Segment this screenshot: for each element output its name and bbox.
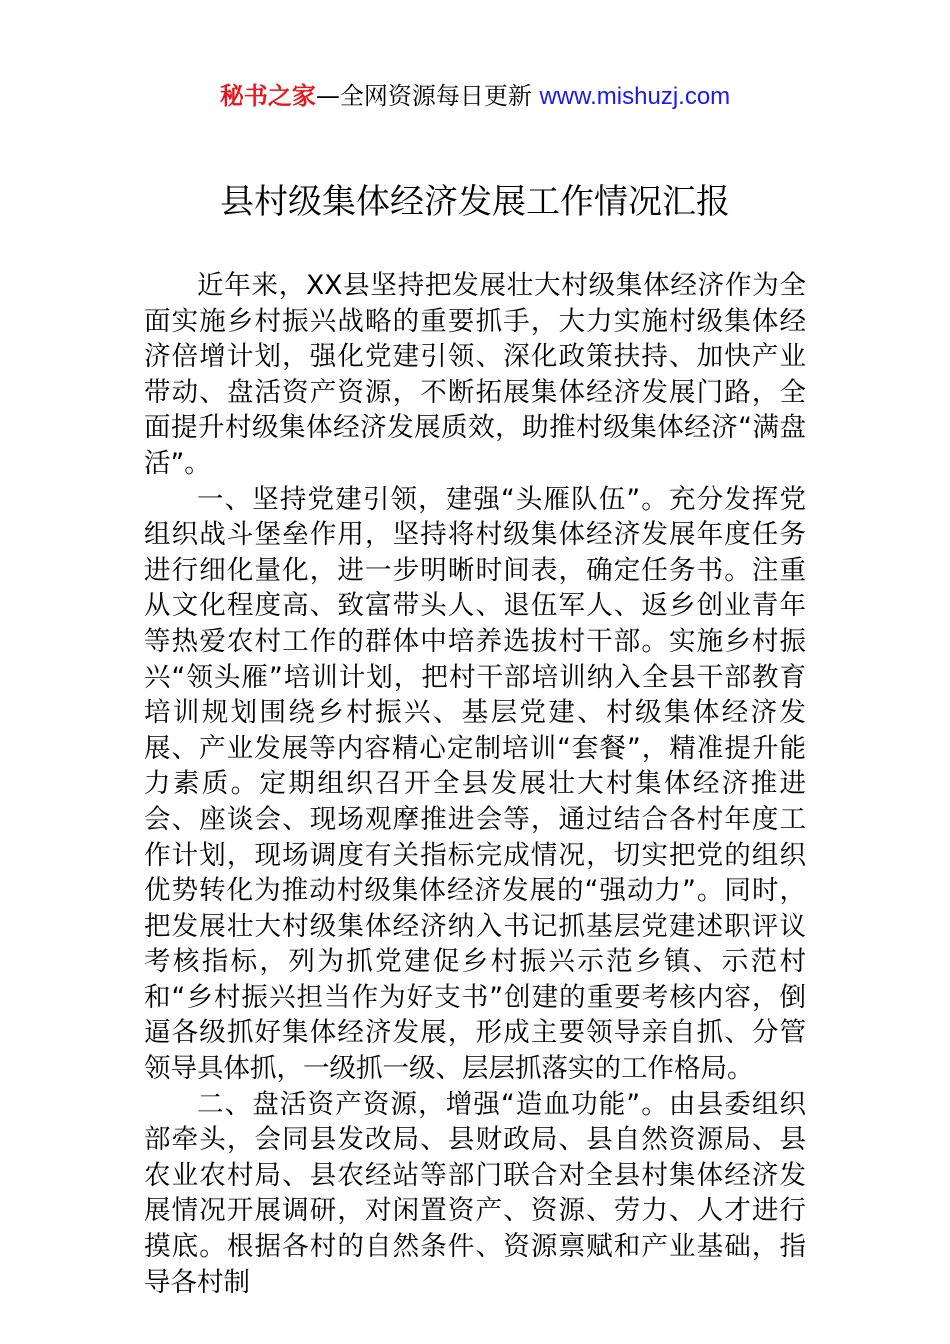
paragraph-section-2: 二、盘活资产资源，增强“造血功能”。由县委组织部牵头，会同县发改局、县财政局、县自然资源局、县农业农村局、县农经站等部门联合对全县村集体经济发展情况开展调研，对闲置资产、资源、劳力、人才进行摸底。根据各村的自然条件、资源禀赋和产业基础，指导各村制 bbox=[144, 1088, 806, 1298]
site-header bbox=[0, 80, 950, 113]
site-url-link[interactable]: www.mishuzj.com bbox=[539, 83, 731, 110]
header-tagline: —全网资源每日更新 bbox=[315, 82, 540, 110]
document-title: 县村级集体经济发展工作情况汇报 bbox=[220, 182, 730, 222]
paragraph-section-1: 一、坚持党建引领，建强“头雁队伍”。充分发挥党组织战斗堡垒作用，坚持将村级集体经济发展年度任务进行细化量化，进一步明晰时间表，确定任务书。注重从文化程度高、致富带头人、退伍军人、返乡创业青年等热爱农村工作的群体中培养选拔村干部。实施乡村振兴“领头雁”培训计划，把村干部培训纳入全县干部教育培训规划围绕乡村振兴、基层党建、村级集体经济发展、产业发展等内容精心定制培训“套餐”，精准提升能力素质。定期组织召开全县发展壮大村集体经济推进会、座谈会、现场观摩推进会等，通过结合各村年度工作计划，现场调度有关指标完成情况，切实把党的组织优势转化为推动村级集体经济发展的“强动力”。同时，把发展壮大村级集体经济纳入书记抓基层党建述职评议考核指标，列为抓党建促乡村振兴示范乡镇、示范村和“乡村振兴担当作为好支书”创建的重要考核内容，倒逼各级抓好集体经济发展，形成主要领导亲自抓、分管领导具体抓，一级抓一级、层层抓落实的工作格局。 bbox=[144, 483, 806, 1085]
document-body bbox=[144, 268, 806, 1300]
paragraph-intro: 近年来，XX县坚持把发展壮大村级集体经济作为全面实施乡村振兴战略的重要抓手，大力实施村级集体经济倍增计划，强化党建引领、深化政策扶持、加快产业带动、盘活资产资源，不断拓展集体经济发展门路，全面提升村级集体经济发展质效，助推村级集体经济“满盘活”。 bbox=[144, 270, 806, 479]
brand-name: 秘书之家 bbox=[219, 82, 316, 110]
